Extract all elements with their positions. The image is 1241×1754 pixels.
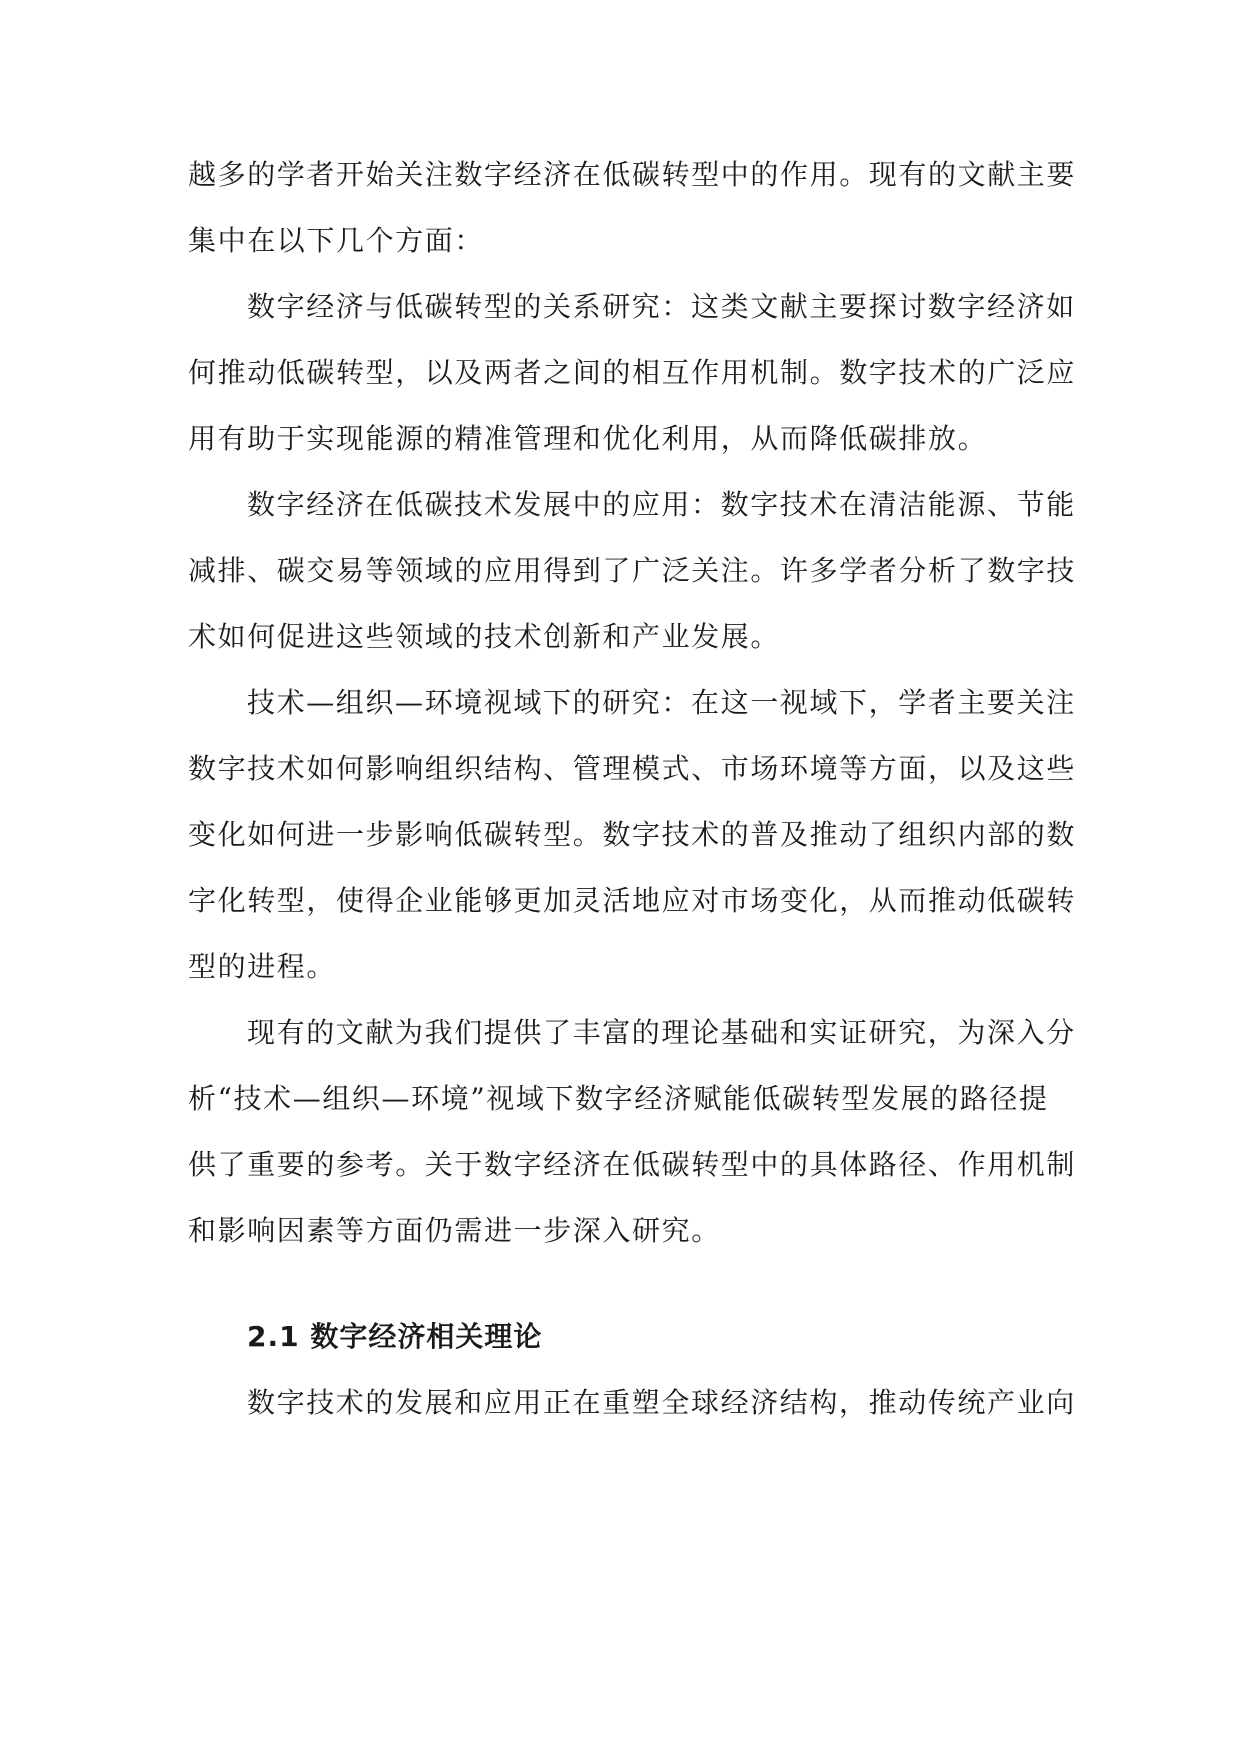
text-line: 用有助于实现能源的精准管理和优化利用，从而降低碳排放。 bbox=[188, 422, 988, 455]
text-line: 技术—组织—环境视域下的研究：在这一视域下，学者主要关注 bbox=[247, 686, 1076, 719]
text-line: 集中在以下几个方面： bbox=[188, 224, 485, 257]
text-line: 数字经济在低碳技术发展中的应用：数字技术在清洁能源、节能 bbox=[247, 488, 1076, 521]
text-line: 何推动低碳转型，以及两者之间的相互作用机制。数字技术的广泛应 bbox=[188, 356, 1077, 389]
section-heading: 2.1 数字经济相关理论 bbox=[247, 1320, 543, 1353]
text-line: 型的进程。 bbox=[188, 950, 337, 983]
text-line: 变化如何进一步影响低碳转型。数字技术的普及推动了组织内部的数 bbox=[188, 818, 1077, 851]
text-line: 越多的学者开始关注数字经济在低碳转型中的作用。现有的文献主要 bbox=[188, 158, 1077, 191]
text-line: 和影响因素等方面仍需进一步深入研究。 bbox=[188, 1214, 721, 1247]
text-line: 数字经济与低碳转型的关系研究：这类文献主要探讨数字经济如 bbox=[247, 290, 1076, 323]
paragraph-summary bbox=[188, 1000, 1077, 1264]
text-line: 数字技术如何影响组织结构、管理模式、市场环境等方面，以及这些 bbox=[188, 752, 1077, 785]
paragraph-continuation bbox=[188, 142, 1077, 274]
paragraph-toe-research bbox=[188, 670, 1077, 1000]
body-text bbox=[188, 142, 1077, 1436]
text-line: 减排、碳交易等领域的应用得到了广泛关注。许多学者分析了数字技 bbox=[188, 554, 1077, 587]
text-line: 析“技术—组织—环境”视域下数字经济赋能低碳转型发展的路径提 bbox=[188, 1082, 1049, 1115]
text-line: 现有的文献为我们提供了丰富的理论基础和实证研究，为深入分 bbox=[247, 1016, 1076, 1049]
paragraph-relationship-research bbox=[188, 274, 1077, 472]
text-line: 字化转型，使得企业能够更加灵活地应对市场变化，从而推动低碳转 bbox=[188, 884, 1077, 917]
text-line: 数字技术的发展和应用正在重塑全球经济结构，推动传统产业向 bbox=[247, 1386, 1076, 1419]
paragraph-technology-application bbox=[188, 472, 1077, 670]
text-line: 供了重要的参考。关于数字经济在低碳转型中的具体路径、作用机制 bbox=[188, 1148, 1077, 1181]
paragraph-section-intro bbox=[188, 1370, 1076, 1436]
text-line: 术如何促进这些领域的技术创新和产业发展。 bbox=[188, 620, 781, 653]
